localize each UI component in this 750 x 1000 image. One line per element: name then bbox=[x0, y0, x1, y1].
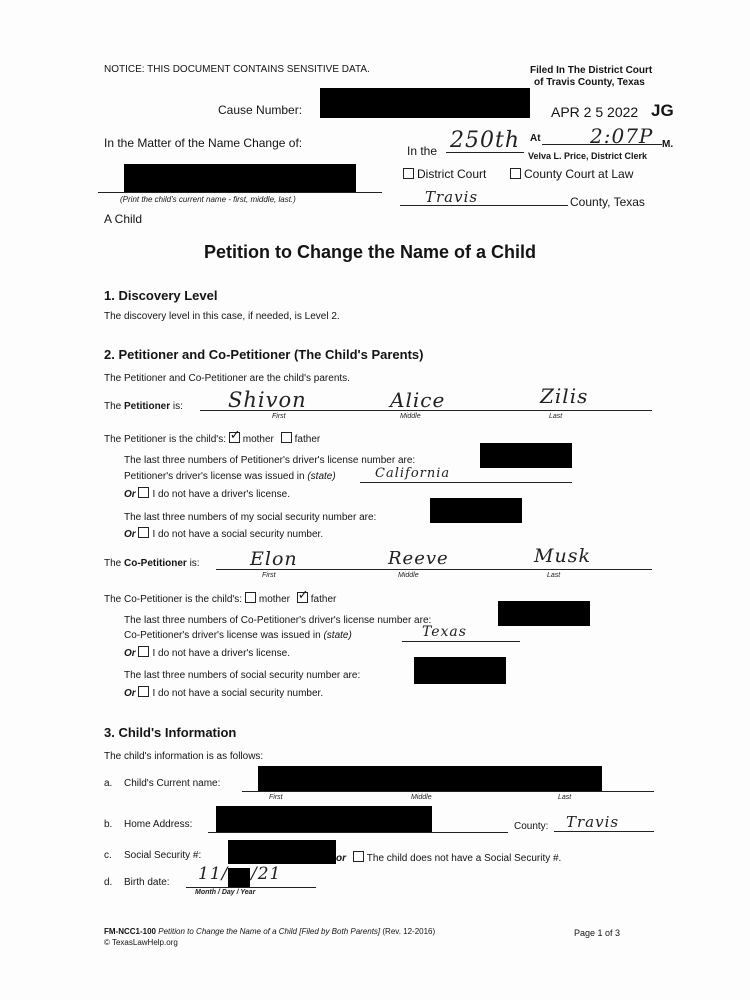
sensitive-notice: NOTICE: THIS DOCUMENT CONTAINS SENSITIVE DATA. bbox=[104, 64, 370, 75]
copetitioner-no-ssn-checkbox[interactable] bbox=[138, 686, 149, 697]
page-number: Page 1 of 3 bbox=[574, 928, 621, 938]
item-c-label: c. bbox=[104, 850, 112, 861]
section-1-heading: 1. Discovery Level bbox=[104, 288, 218, 303]
petitioner-state-handwritten: California bbox=[375, 466, 451, 481]
child-no-ssn-option: or The child does not have a Social Security #. bbox=[336, 853, 562, 864]
county-court-option: County Court at Law bbox=[510, 167, 633, 181]
filed-line-2: of Travis County, Texas bbox=[534, 77, 645, 88]
section-3-intro: The child's information is as follows: bbox=[104, 751, 264, 762]
county-label: County: bbox=[514, 821, 549, 832]
section-3-heading: 3. Child's Information bbox=[104, 725, 237, 740]
discovery-text: The discovery level in this case, if needed, is Level 2. bbox=[104, 311, 340, 322]
petitioner-label: The Petitioner is: bbox=[104, 401, 183, 412]
petitioner-last-name: Zilis bbox=[540, 384, 589, 408]
court-number-handwritten: 250th bbox=[450, 128, 521, 153]
county-court-checkbox[interactable] bbox=[510, 168, 521, 179]
birth-date-label: Birth date: bbox=[124, 877, 170, 888]
footer-site: © TexasLawHelp.org bbox=[104, 938, 178, 947]
petitioner-dl-state-label: Petitioner's driver's license was issued in (state) bbox=[124, 471, 336, 482]
child-current-name-label: Child's Current name: bbox=[124, 778, 221, 789]
redacted-child-current-name bbox=[258, 766, 602, 791]
in-the-label: In the bbox=[407, 144, 438, 158]
footer-form-line: FM-NCC1-100 Petition to Change the Name of a Child [Filed by Both Parents] (Rev. 12-2016) bbox=[104, 927, 436, 936]
petitioner-middle-name: Alice bbox=[390, 388, 446, 412]
redacted-home-address bbox=[216, 806, 432, 832]
petitioner-no-ssn-option: Or I do not have a social security number. bbox=[124, 529, 324, 540]
county-handwritten: Travis bbox=[425, 188, 479, 206]
redacted-cause-number bbox=[320, 88, 530, 118]
child-middle-caption: Middle bbox=[411, 794, 432, 801]
petitioner-middle-caption: Middle bbox=[400, 413, 421, 420]
at-label: At bbox=[530, 133, 541, 144]
birth-month-handwritten: 11/ bbox=[198, 864, 229, 884]
copetitioner-mother-checkbox[interactable] bbox=[245, 592, 256, 603]
filed-time-handwritten: 2:07P bbox=[590, 124, 654, 148]
petitioner-no-ssn-checkbox[interactable] bbox=[138, 527, 149, 538]
copetitioner-label: The Co-Petitioner is: bbox=[104, 558, 200, 569]
child-ssn-label: Social Security #: bbox=[124, 850, 202, 861]
check-mark-icon: ✓ bbox=[229, 428, 241, 443]
item-a-label: a. bbox=[104, 778, 113, 789]
print-name-note: (Print the child's current name - first, middle, last.) bbox=[120, 195, 296, 204]
item-d-label: d. bbox=[104, 877, 113, 888]
county-texas-label: County, Texas bbox=[570, 195, 645, 209]
section-2-heading: 2. Petitioner and Co-Petitioner (The Child's Parents) bbox=[104, 347, 424, 362]
redacted-child-ssn bbox=[228, 840, 336, 864]
petitioner-relationship: The Petitioner is the child's: ✓ mother father bbox=[104, 428, 321, 445]
petitioner-last-caption: Last bbox=[549, 413, 563, 420]
at-suffix: M. bbox=[662, 139, 674, 150]
redacted-petitioner-ssn bbox=[430, 498, 522, 523]
filed-stamp-initials: JG bbox=[651, 101, 674, 120]
redacted-birth-day bbox=[228, 868, 250, 888]
clerk-name: Velva L. Price, District Clerk bbox=[528, 151, 648, 161]
copetitioner-no-dl-checkbox[interactable] bbox=[138, 646, 149, 657]
copetitioner-middle-caption: Middle bbox=[398, 572, 419, 579]
copetitioner-dl-state-label: Co-Petitioner's driver's license was issued in (state) bbox=[124, 630, 352, 641]
redacted-petitioner-dl bbox=[480, 443, 572, 468]
copetitioner-first-caption: First bbox=[262, 572, 276, 579]
petitioner-dl-numbers-label: The last three numbers of Petitioner's driver's license number are: bbox=[124, 455, 416, 466]
copetitioner-no-ssn-option: Or I do not have a social security number. bbox=[124, 688, 324, 699]
cause-number-label: Cause Number: bbox=[218, 103, 303, 117]
copetitioner-ssn-label: The last three numbers of social security number are: bbox=[124, 670, 361, 681]
copetitioner-relationship: The Co-Petitioner is the child's: mother ✓ father bbox=[104, 588, 337, 605]
home-address-label: Home Address: bbox=[124, 819, 193, 830]
district-court-checkbox[interactable] bbox=[403, 168, 414, 179]
petitioner-first-name: Shivon bbox=[228, 388, 307, 412]
child-first-caption: First bbox=[269, 794, 283, 801]
petitioner-first-caption: First bbox=[272, 413, 286, 420]
filed-stamp-date: APR 2 5 2022 bbox=[551, 104, 639, 120]
child-no-ssn-checkbox[interactable] bbox=[353, 851, 364, 862]
matter-label: In the Matter of the Name Change of: bbox=[104, 136, 303, 150]
copetitioner-state-handwritten: Texas bbox=[422, 624, 467, 640]
a-child-label: A Child bbox=[104, 212, 143, 226]
filed-line-1: Filed In The District Court bbox=[530, 65, 653, 76]
redacted-copetitioner-ssn bbox=[414, 657, 506, 684]
page-title: Petition to Change the Name of a Child bbox=[204, 242, 537, 262]
copetitioner-father-checkbox[interactable] bbox=[297, 588, 309, 603]
petitioner-mother-checkbox[interactable] bbox=[229, 428, 241, 443]
check-mark-icon: ✓ bbox=[297, 588, 309, 603]
petitioner-no-dl-option: Or I do not have a driver's license. bbox=[124, 489, 290, 500]
child-last-caption: Last bbox=[558, 794, 572, 801]
redacted-child-name bbox=[124, 164, 356, 192]
copetitioner-first-name: Elon bbox=[250, 548, 298, 570]
birth-year-handwritten: /21 bbox=[251, 864, 282, 884]
item-b-label: b. bbox=[104, 819, 113, 830]
copetitioner-last-caption: Last bbox=[547, 572, 561, 579]
copetitioner-dl-numbers-label: The last three numbers of Co-Petitioner's driver's license number are: bbox=[124, 615, 432, 626]
petitioner-father-checkbox[interactable] bbox=[281, 432, 292, 443]
district-court-option: District Court bbox=[403, 167, 486, 181]
redacted-copetitioner-dl bbox=[498, 601, 590, 626]
section-2-intro: The Petitioner and Co-Petitioner are the child's parents. bbox=[104, 373, 350, 384]
copetitioner-middle-name: Reeve bbox=[388, 548, 449, 569]
petitioner-ssn-label: The last three numbers of my social security number are: bbox=[124, 512, 377, 523]
date-format-caption: Month / Day / Year bbox=[195, 889, 256, 896]
petitioner-no-dl-checkbox[interactable] bbox=[138, 487, 149, 498]
copetitioner-no-dl-option: Or I do not have a driver's license. bbox=[124, 648, 290, 659]
county-value-handwritten: Travis bbox=[566, 813, 620, 831]
copetitioner-last-name: Musk bbox=[534, 545, 591, 567]
